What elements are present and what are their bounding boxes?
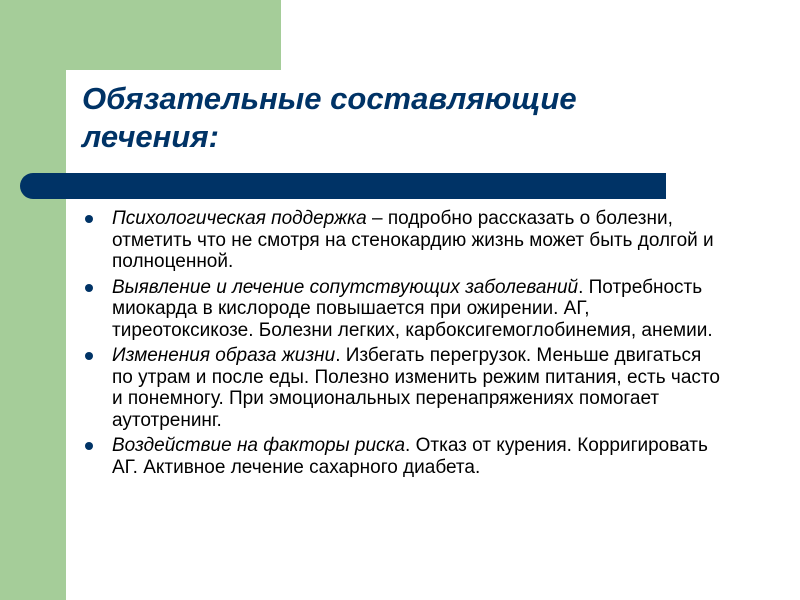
slide-title: Обязательные составляющие лечения: (82, 81, 577, 154)
bullet-item-comorbidities (82, 277, 722, 342)
decor-green-top (66, 0, 281, 70)
bullet-text: . Избегать перегрузок. Меньше двигаться по утрам и после еды. Полезно изменить режим питания, есть часто и понемногу. При эмоциональных перенапряжениях помогает аутотренинг. (112, 345, 720, 431)
bullet-text: . Потребность миокарда в кислороде повышается при ожирении. АГ, тиреотоксикозе. Болезни легких, карбоксигемоглобинемия, анемии. (112, 276, 713, 341)
bullet-text: . Отказ от курения. Корригировать АГ. Активное лечение сахарного диабета. (112, 435, 708, 478)
bullet-dot-icon (85, 215, 93, 223)
bullet-dot-icon (85, 352, 93, 360)
bullet-item-psych-support (82, 208, 722, 273)
bullet-item-risk-factors (82, 435, 722, 478)
bullet-lead: Изменения образа жизни (112, 345, 336, 366)
decor-green-left (0, 0, 66, 600)
bullet-item-lifestyle (82, 345, 722, 431)
bullet-list (82, 208, 722, 482)
bullet-dot-icon (85, 284, 93, 292)
bullet-lead: Психологическая поддержка (112, 208, 367, 229)
bullet-dot-icon (85, 442, 93, 450)
bullet-lead: Выявление и лечение сопутствующих заболеваний (112, 276, 579, 298)
bullet-text: – подробно рассказать о болезни, отметить что не смотря на стенокардию жизнь может быть долгой и полноценной. (112, 208, 714, 272)
title-divider-bar (20, 173, 666, 199)
bullet-lead: Воздействие на факторы риска (112, 435, 406, 456)
